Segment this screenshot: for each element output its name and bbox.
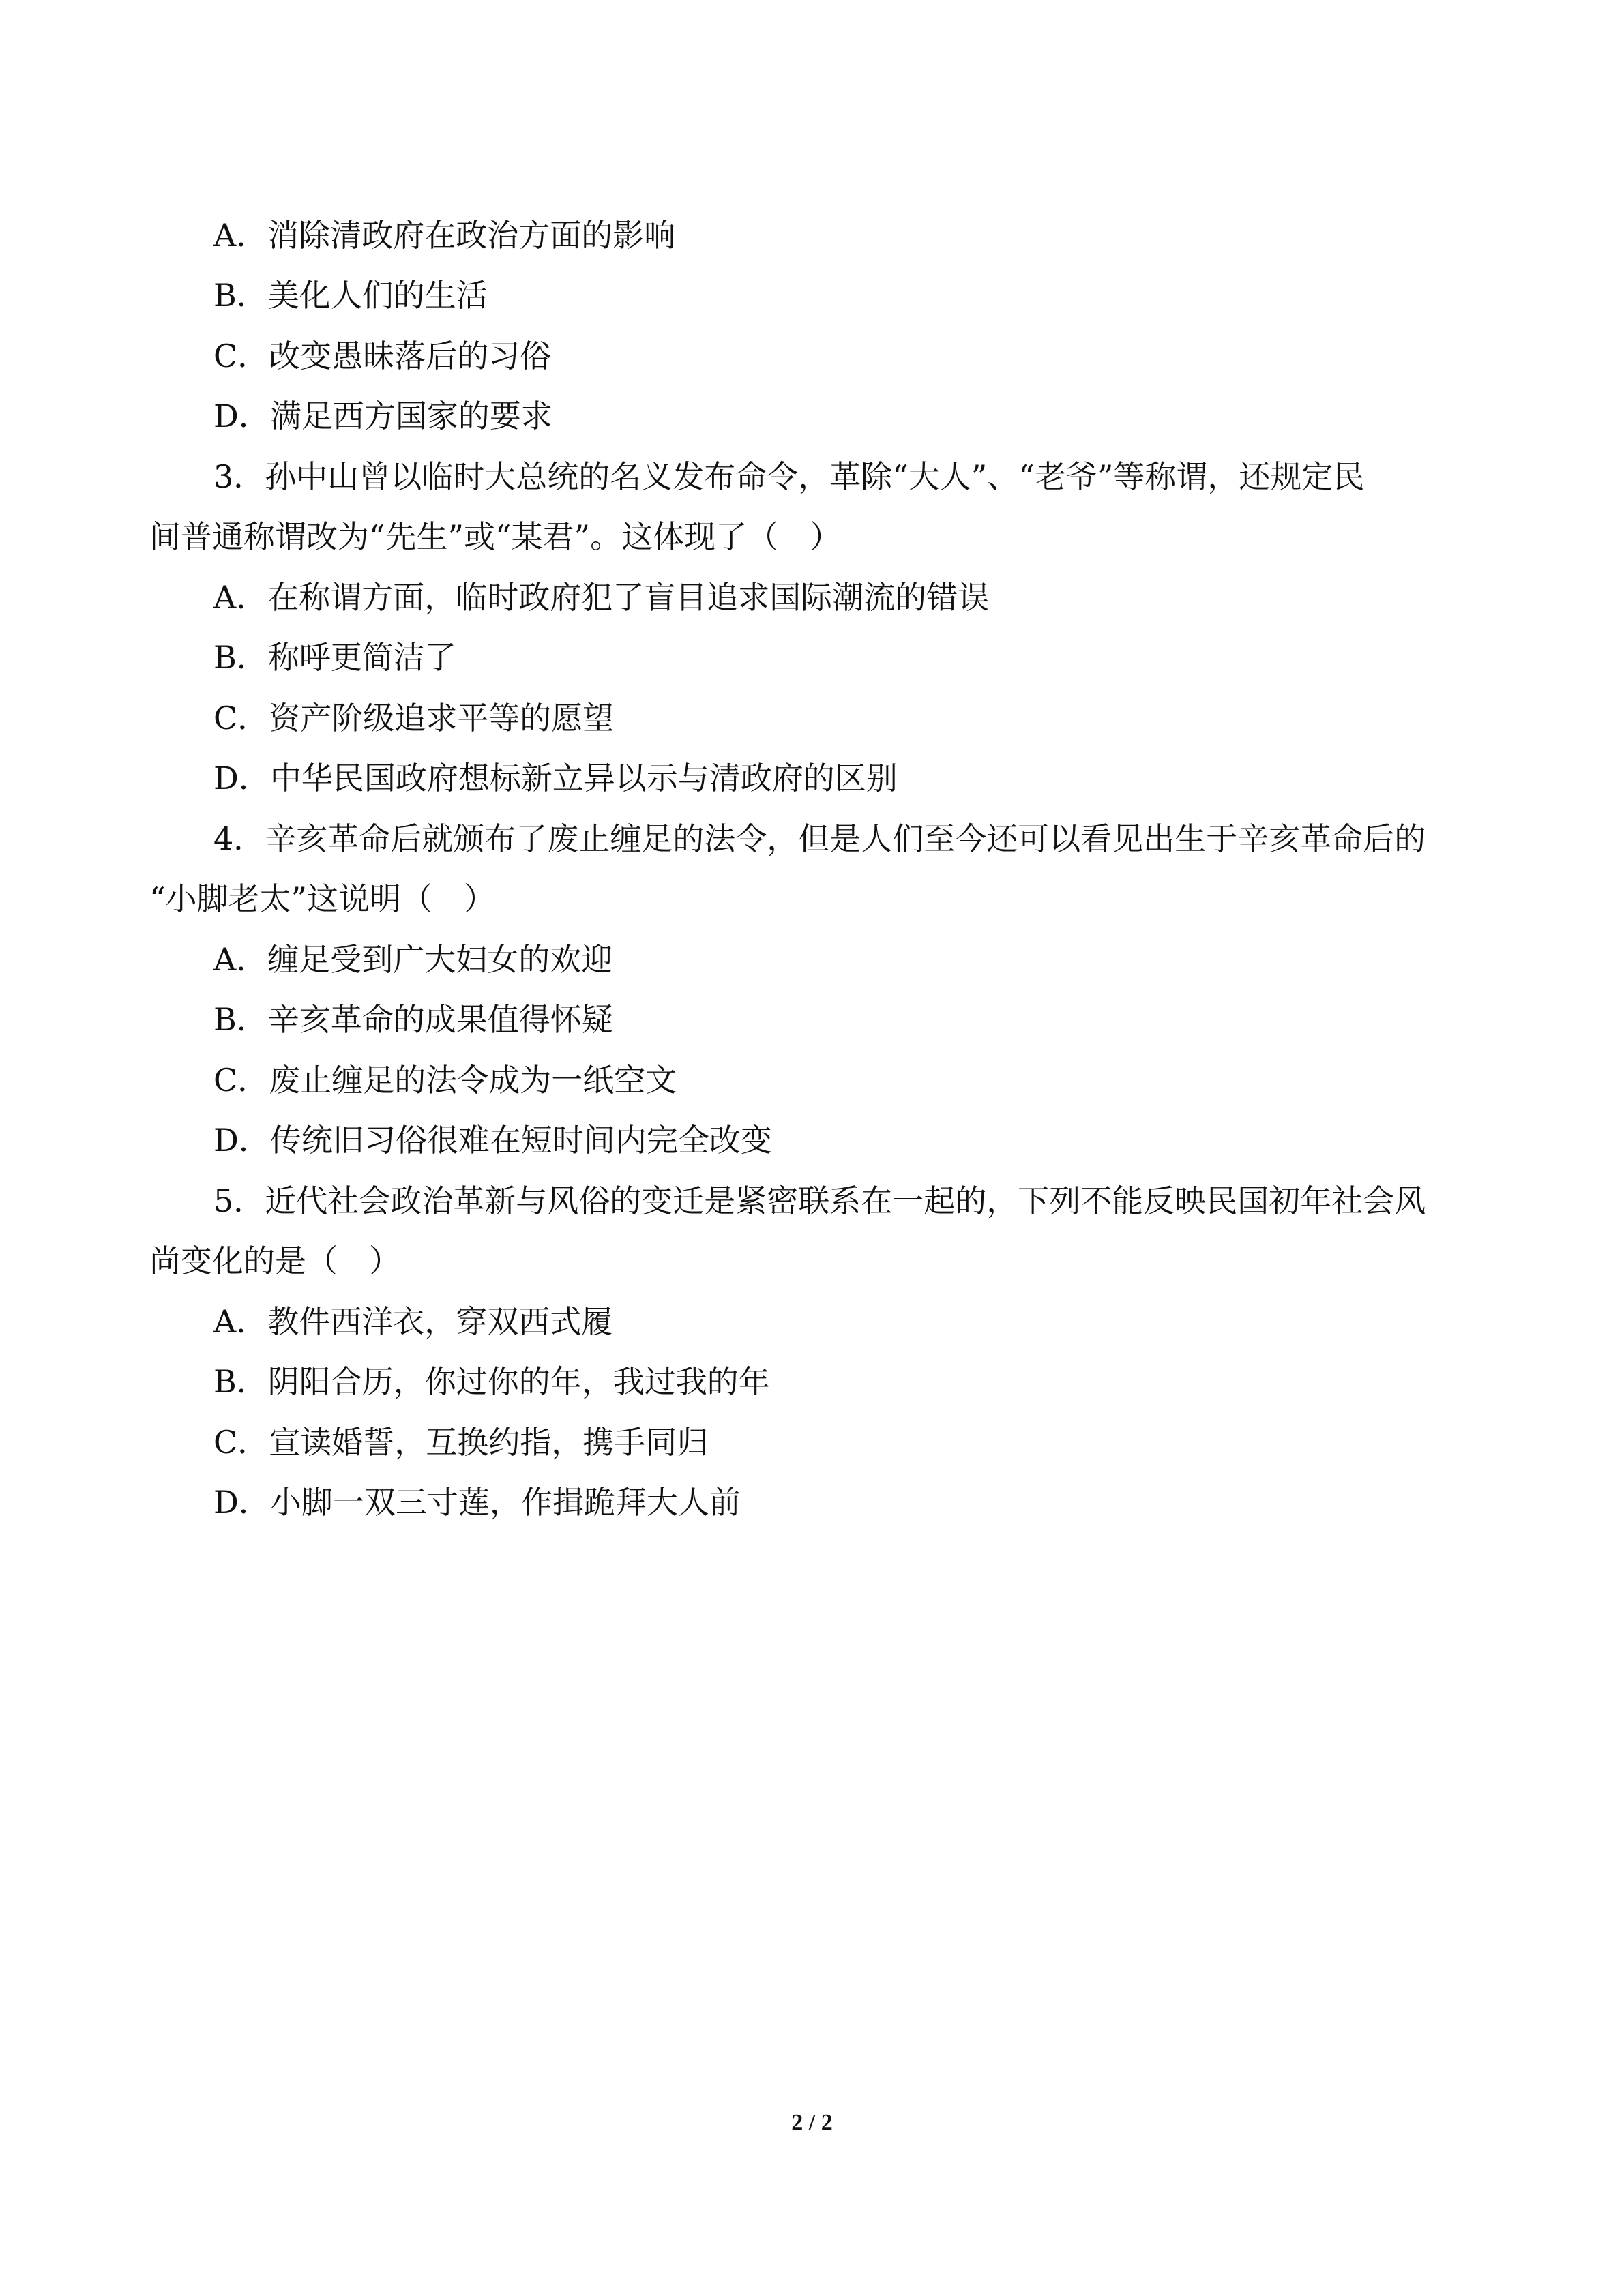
q3-stem-line-1: 3．孙中山曾以临时大总统的名义发布命令，革除“大人”、“老爷”等称谓，还规定民 (213, 458, 1365, 495)
q5-option-a: A．教件西洋衣，穿双西式履 (213, 1303, 613, 1340)
q4-option-c: C．废止缠足的法令成为一纸空文 (213, 1062, 677, 1099)
q5-stem-line-1: 5．近代社会政治革新与风俗的变迁是紧密联系在一起的，下列不能反映民国初年社会风 (213, 1182, 1426, 1219)
q2-option-a: A．消除清政府在政治方面的影响 (213, 217, 676, 254)
q5-option-b: B．阴阳合历，你过你的年，我过我的年 (213, 1363, 770, 1400)
q4-stem-line-2: “小脚老太”这说明（ ） (149, 880, 496, 917)
q3-option-d: D．中华民国政府想标新立异以示与清政府的区别 (213, 760, 898, 796)
q5-stem-line-2: 尚变化的是（ ） (149, 1242, 400, 1279)
q4-stem-line-1: 4．辛亥革命后就颁布了废止缠足的法令，但是人们至今还可以看见出生于辛亥革命后的 (213, 820, 1426, 857)
q3-stem-line-2: 间普通称谓改为“先生”或“某君”。这体现了（ ） (149, 518, 842, 555)
q5-option-d: D．小脚一双三寸莲，作揖跪拜大人前 (213, 1484, 741, 1521)
q4-option-b: B．辛亥革命的成果值得怀疑 (213, 1001, 613, 1038)
q4-option-d: D．传统旧习俗很难在短时间内完全改变 (213, 1122, 772, 1159)
q3-option-a: A．在称谓方面，临时政府犯了盲目追求国际潮流的错误 (213, 579, 990, 616)
q5-option-c: C．宣读婚誓，互换约指，携手同归 (213, 1424, 709, 1461)
q3-option-c: C．资产阶级追求平等的愿望 (213, 700, 615, 736)
q2-option-d: D．满足西方国家的要求 (213, 398, 552, 434)
q2-option-c: C．改变愚昧落后的习俗 (213, 338, 552, 374)
q2-option-b: B．美化人们的生活 (213, 277, 488, 314)
q3-option-b: B．称呼更简洁了 (213, 639, 456, 676)
page-number: 2 / 2 (791, 2110, 833, 2135)
q4-option-a: A．缠足受到广大妇女的欢迎 (213, 941, 613, 978)
